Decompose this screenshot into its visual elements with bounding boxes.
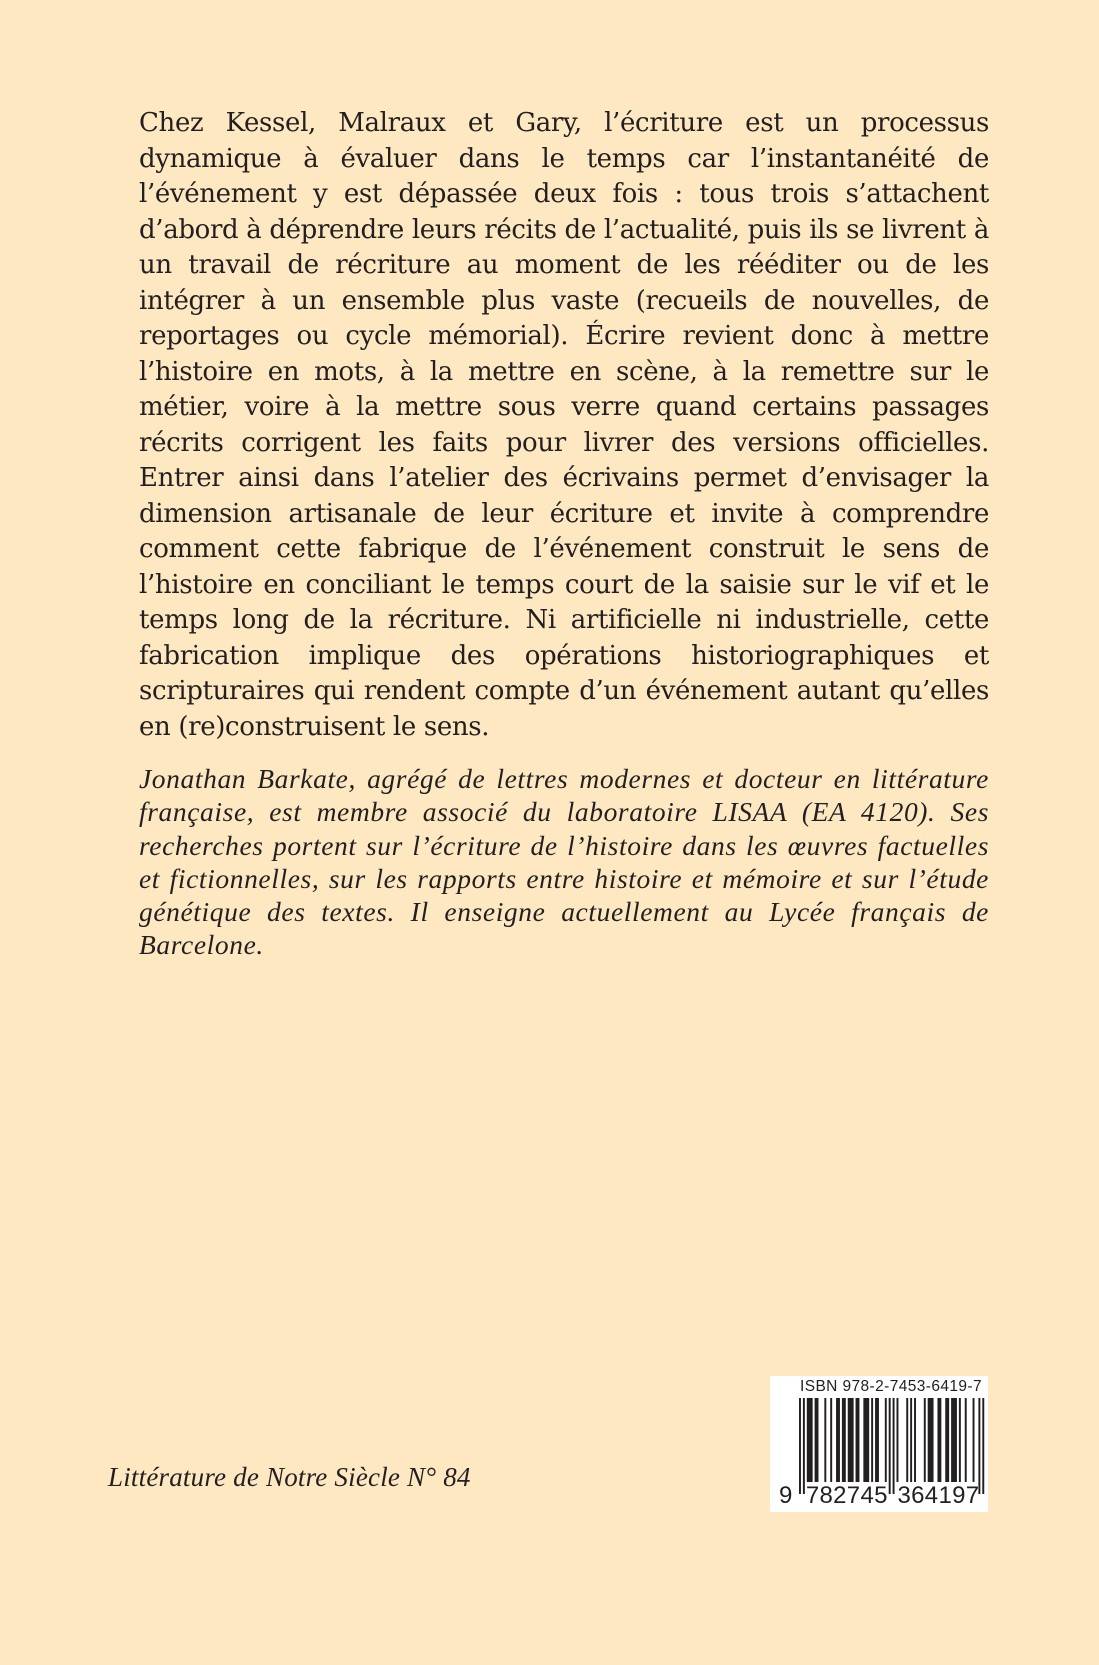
barcode-bar	[928, 1398, 934, 1482]
barcode-bar	[836, 1398, 840, 1482]
barcode-digit: 6	[911, 1482, 925, 1509]
barcode-bar	[848, 1398, 854, 1482]
barcode-bar	[978, 1398, 980, 1494]
book-blurb: Chez Kessel, Malraux et Gary, l’écriture est un processus dynamique à évaluer dans le temps car l’instantanéité de l’événement y est dépassée deux fois : tous trois s’attachent d’abord à déprendre leurs récits de l’actualité, puis ils se livrent à un travail de récriture au moment de les rééditer ou de les intégrer à un ensemble plus vaste (recueils de nouvelles, de reportages ou cycle mémorial). Écrire revient donc à mettre l’histoire en mots, à la mettre en scène, à la remettre sur le métier, voire à la mettre sous verre quand certains passages récrits corrigent les faits pour livrer des versions officielles. Entrer ainsi dans l’atelier des écrivains permet d’envisager la dimension artisanale de leur écriture et invite à comprendre comment cette fabrique de l’événement construit le sens de l’histoire en conciliant le temps court de la saisie sur le vif et le temps long de la récriture. Ni artificielle ni industrielle, cette fabrication implique des opérations historiographiques et scripturaires qui rendent compte d’un événement autant qu’elles en (re)construisent le sens.	[139, 108, 989, 742]
barcode-bar	[889, 1398, 891, 1494]
barcode-bar	[807, 1398, 813, 1482]
barcode-bar	[875, 1398, 879, 1482]
barcode-bar	[799, 1398, 801, 1494]
barcode-bar	[893, 1398, 895, 1494]
barcode-bar	[924, 1398, 926, 1482]
barcode-bar	[863, 1398, 869, 1482]
barcode-digit: 7	[805, 1482, 820, 1509]
barcode-bar	[973, 1398, 975, 1482]
barcode-bar	[871, 1398, 873, 1482]
barcode-bar	[885, 1398, 887, 1482]
barcode-bar	[906, 1398, 908, 1482]
barcode-bar	[803, 1398, 805, 1494]
barcode-bar	[914, 1398, 916, 1482]
barcode-bar	[815, 1398, 819, 1482]
barcode-digit: 8	[819, 1482, 833, 1509]
barcode-bar	[959, 1398, 961, 1482]
barcode-digit: 3	[897, 1482, 911, 1509]
barcode-bar	[982, 1398, 984, 1494]
barcode-digit: 9	[779, 1482, 793, 1509]
barcode-bar	[910, 1398, 912, 1482]
barcode-bar	[830, 1398, 832, 1482]
barcode-bar	[842, 1398, 846, 1482]
barcode-bar	[897, 1398, 899, 1482]
barcode-digit: 2	[833, 1482, 847, 1509]
barcode-digit: 7	[846, 1482, 861, 1509]
barcode-bar	[951, 1398, 957, 1482]
barcode-digit: 9	[952, 1482, 966, 1509]
series-label: Littérature de Notre Siècle N° 84	[108, 1462, 471, 1492]
barcode-digit: 5	[874, 1482, 888, 1509]
barcode-bar	[937, 1398, 941, 1482]
barcode-bar	[824, 1398, 826, 1482]
barcode-bar	[965, 1398, 967, 1482]
author-bio: Jonathan Barkate, agrégé de lettres modernes et docteur en littérature française, est membre associé du laboratoire LISAA (EA 4120). Ses recherches portent sur l’écriture de l’histoire dans les œuvres factuelles et fictionnelles, sur les rapports entre histoire et mémoire et sur l’étude génétique des textes. Il enseigne actuellement au Lycée français de Barcelone.	[139, 763, 989, 961]
barcode-digit: 4	[860, 1482, 874, 1509]
barcode-bar	[856, 1398, 860, 1482]
barcode-bar	[945, 1398, 949, 1482]
barcode-digit: 7	[965, 1482, 980, 1509]
isbn-label: ISBN 978-2-7453-6419-7	[800, 1378, 982, 1395]
barcode-digit: 4	[924, 1482, 939, 1509]
barcode-digit: 1	[938, 1482, 952, 1509]
